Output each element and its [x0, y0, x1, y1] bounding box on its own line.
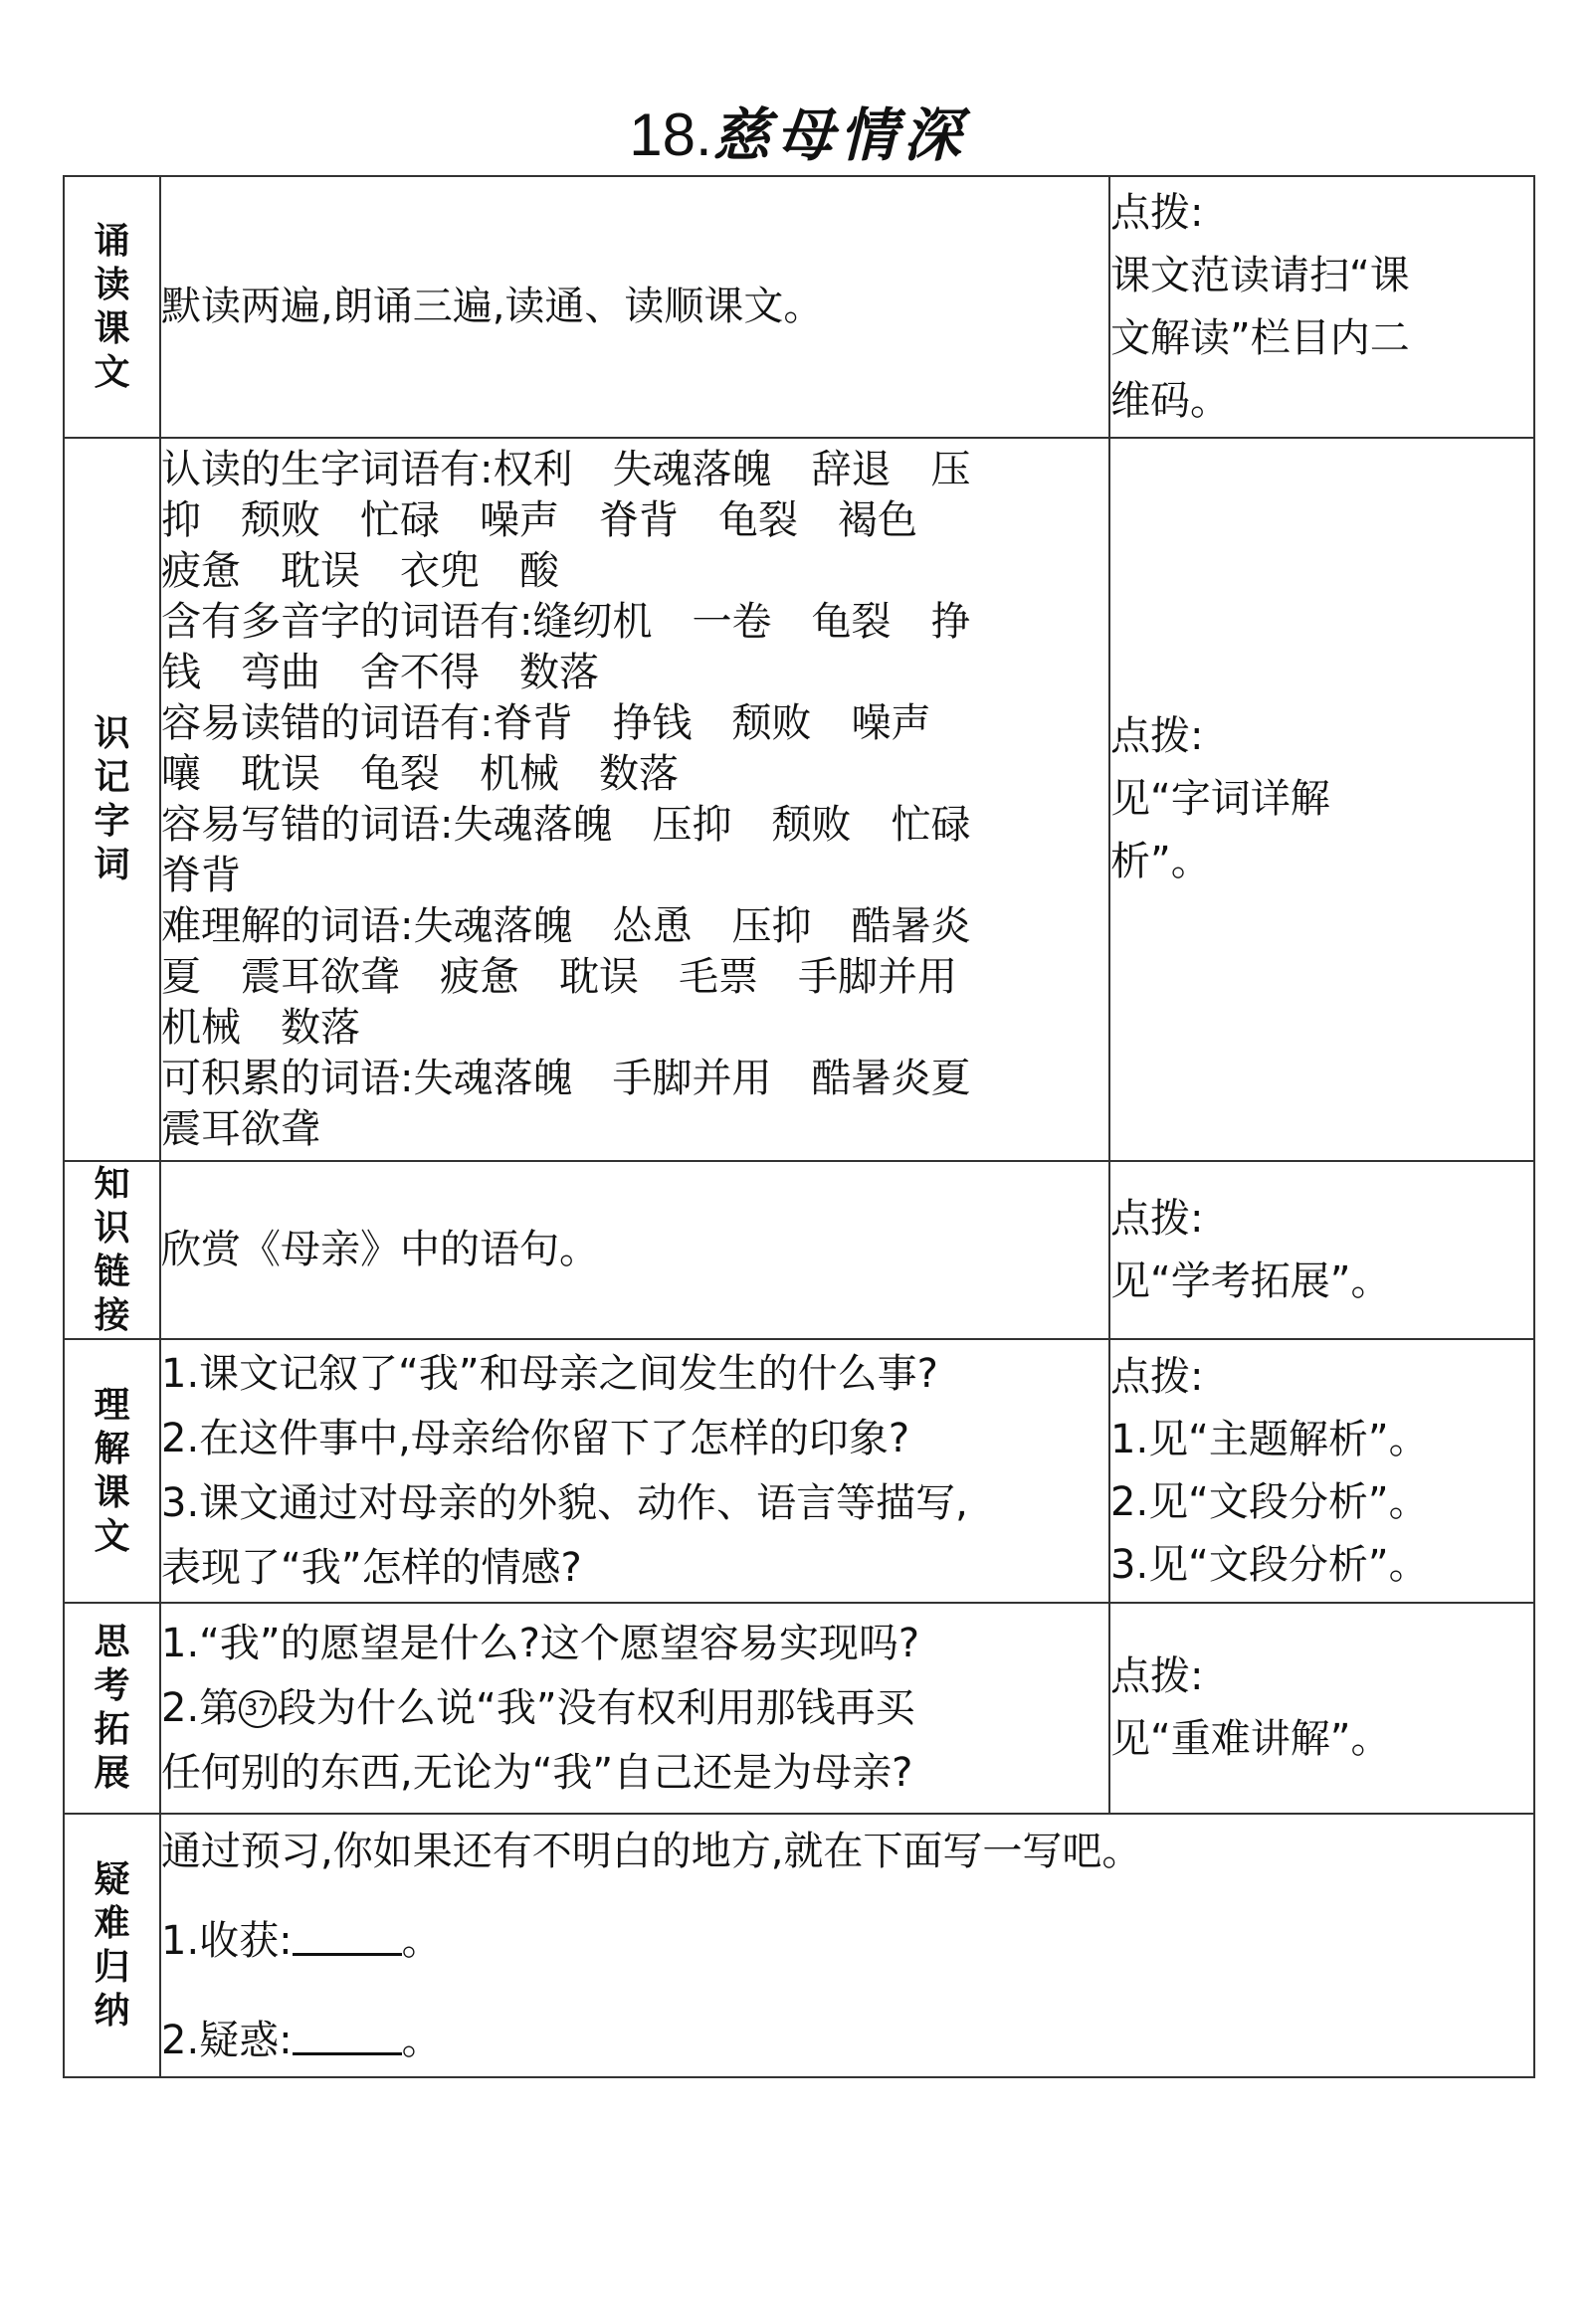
- hint-line: 3.见“文段分析”。: [1110, 1541, 1429, 1588]
- content-line: 通过预习,你如果还有不明白的地方,就在下面写一写吧。: [161, 1828, 1142, 1874]
- doubt-line: [161, 2011, 1533, 2070]
- hint-label: 点拨:: [1110, 1195, 1204, 1242]
- content-line: 容易读错的词语有:脊背 挣钱 颓败 噪声: [161, 699, 931, 746]
- table-row: [64, 1603, 1534, 1814]
- hint-line: 维码。: [1110, 377, 1230, 424]
- content-line: 含有多音字的词语有:缝纫机 一卷 龟裂 挣: [161, 598, 971, 645]
- hint-label: 点拨:: [1110, 713, 1204, 759]
- content-cell: [160, 1339, 1109, 1603]
- row-label: 诵读课文: [94, 220, 130, 393]
- content-line: 任何别的东西,无论为“我”自己还是为母亲?: [161, 1749, 913, 1796]
- hint-cell: [1109, 1603, 1534, 1814]
- end-mark: 。: [401, 2017, 442, 2063]
- content-cell: [160, 438, 1109, 1161]
- hint-cell: [1109, 1161, 1534, 1339]
- row-label: 思考拓展: [94, 1622, 130, 1794]
- hint-line: 见“学考拓展”。: [1110, 1258, 1391, 1304]
- end-mark: 。: [401, 1917, 442, 1964]
- row-label-cell: [64, 176, 160, 438]
- content-line: 3.课文通过对母亲的外貌、动作、语言等描写,: [161, 1479, 968, 1526]
- content-line: 钱 弯曲 舍不得 数落: [161, 649, 599, 695]
- question-text: 段为什么说“我”没有权利用那钱再买: [277, 1684, 915, 1731]
- table-row: [64, 438, 1534, 1161]
- content-line: 机械 数落: [161, 1004, 360, 1051]
- content-line: 默读两遍,朗诵三遍,读通、读顺课文。: [161, 284, 824, 329]
- hint-line: 见“重难讲解”。: [1110, 1716, 1391, 1762]
- hint-line: 1.见“主题解析”。: [1110, 1416, 1429, 1462]
- content-cell: [160, 1603, 1109, 1814]
- row-label: 理解课文: [94, 1384, 130, 1557]
- lesson-title: 慈母情深: [711, 101, 967, 169]
- hint-cell: [1109, 1339, 1534, 1603]
- row-label-cell: [64, 1161, 160, 1339]
- content-line: 抑 颓败 忙碌 噪声 脊背 龟裂 褐色: [161, 496, 917, 543]
- content-line: 容易写错的词语:失魂落魄 压抑 颓败 忙碌: [161, 801, 971, 848]
- content-line: 脊背: [161, 852, 241, 898]
- content-line: 夏 震耳欲聋 疲惫 耽误 毛票 手脚并用: [161, 953, 957, 1000]
- gain-line: [161, 1911, 1533, 1971]
- hint-line: 课文范读请扫“课: [1110, 252, 1410, 298]
- hint-label: 点拨:: [1110, 1653, 1204, 1699]
- hint-line: 析”。: [1110, 839, 1211, 884]
- row-label-cell: [64, 1339, 160, 1603]
- gain-label: 1.收获:: [161, 1917, 293, 1964]
- content-cell: [160, 1161, 1109, 1339]
- hint-line: 文解读”栏目内二: [1110, 314, 1410, 361]
- table-row: [64, 176, 1534, 438]
- table-row: [64, 1814, 1534, 2077]
- doubt-blank[interactable]: [293, 2023, 402, 2055]
- content-line: [161, 1676, 1108, 1741]
- gain-blank[interactable]: [293, 1923, 402, 1956]
- content-line: 欣赏《母亲》中的语句。: [161, 1227, 599, 1272]
- table-row: [64, 1161, 1534, 1339]
- lesson-number: 18.: [629, 101, 712, 168]
- content-cell: [160, 176, 1109, 438]
- content-line: 可积累的词语:失魂落魄 手脚并用 酷暑炎夏: [161, 1055, 971, 1101]
- study-table: [63, 175, 1535, 2078]
- content-line: 1.课文记叙了“我”和母亲之间发生的什么事?: [161, 1350, 938, 1397]
- row-label-cell: [64, 1814, 160, 2077]
- content-cell: [160, 1814, 1534, 2077]
- content-line: 嚷 耽误 龟裂 机械 数落: [161, 750, 679, 797]
- content-line: 1.“我”的愿望是什么?这个愿望容易实现吗?: [161, 1620, 920, 1666]
- content-line: 难理解的词语:失魂落魄 怂恿 压抑 酷暑炎: [161, 902, 971, 949]
- content-line: 表现了“我”怎样的情感?: [161, 1544, 582, 1591]
- row-label: 疑难归纳: [94, 1858, 130, 2032]
- hint-label: 点拨:: [1110, 189, 1204, 236]
- row-label: 识记字词: [94, 712, 130, 885]
- hint-cell: [1109, 438, 1534, 1161]
- doubt-label: 2.疑惑:: [161, 2017, 293, 2063]
- row-label: 知识链接: [94, 1163, 130, 1336]
- row-label-cell: [64, 438, 160, 1161]
- row-label-cell: [64, 1603, 160, 1814]
- table-row: [64, 1339, 1534, 1603]
- circled-number: 37: [239, 1690, 277, 1728]
- content-line: 2.在这件事中,母亲给你留下了怎样的印象?: [161, 1415, 910, 1461]
- content-line: 震耳欲聋: [161, 1105, 320, 1152]
- content-line: 疲惫 耽误 衣兜 酸: [161, 547, 559, 594]
- hint-line: 见“字词详解: [1110, 776, 1330, 822]
- hint-line: 2.见“文段分析”。: [1110, 1478, 1429, 1525]
- hint-cell: [1109, 176, 1534, 438]
- page-title: [0, 96, 1596, 175]
- question-prefix: 2.第: [161, 1684, 240, 1731]
- hint-label: 点拨:: [1110, 1353, 1204, 1400]
- content-line: 认读的生字词语有:权利 失魂落魄 辞退 压: [161, 446, 971, 492]
